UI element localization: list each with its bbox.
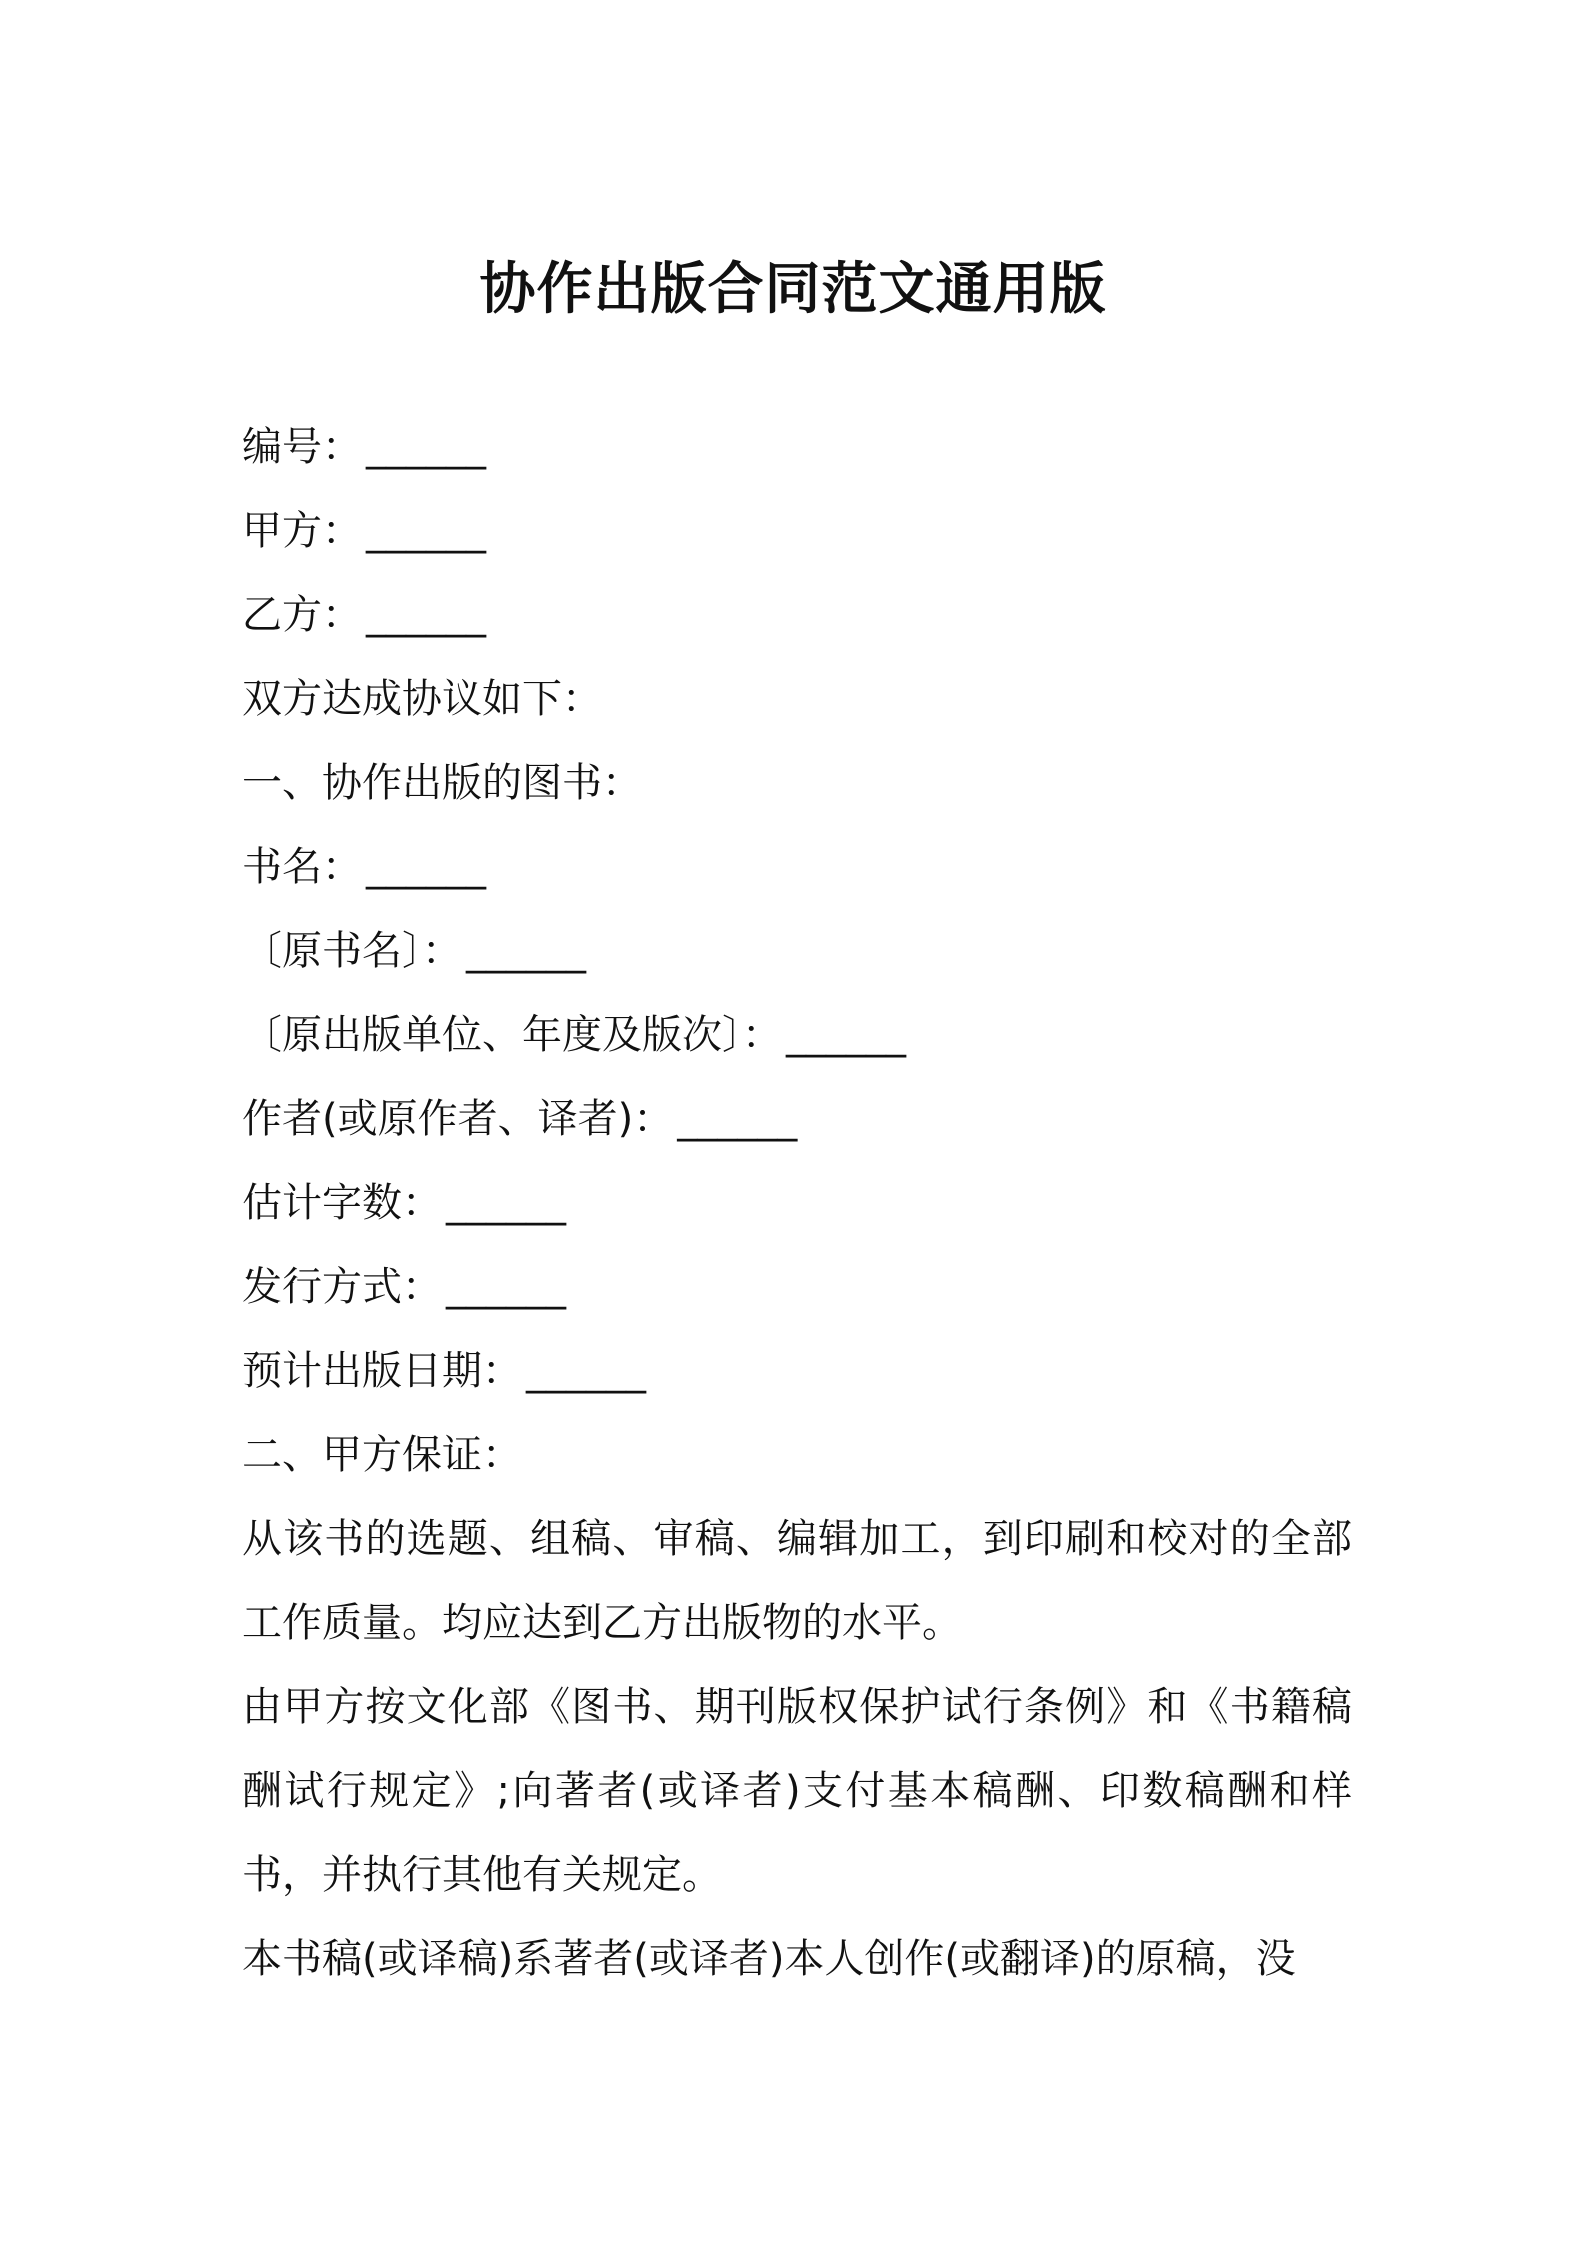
- field-label: 估计字数：: [242, 1180, 442, 1226]
- field-number: [242, 405, 1352, 489]
- field-blank: ______: [366, 424, 486, 470]
- field-blank: ______: [466, 928, 586, 974]
- document-title: 协作出版合同范文通用版: [479, 257, 1107, 322]
- field-blank: ______: [786, 1012, 906, 1058]
- field-blank: ______: [446, 1264, 566, 1310]
- document-body: [242, 405, 1352, 2001]
- field-blank: ______: [526, 1348, 646, 1394]
- field-label: 书名：: [242, 844, 362, 890]
- section2-heading: 二、甲方保证：: [242, 1432, 522, 1478]
- field-blank: ______: [366, 844, 486, 890]
- field-label: 预计出版日期：: [242, 1348, 522, 1394]
- section2-paragraph-1: 从该书的选题、组稿、审稿、编辑加工，到印刷和校对的全部工作质量。均应达到乙方出版物的水平。: [242, 1516, 1352, 1646]
- field-label: 作者(或原作者、译者)：: [242, 1096, 674, 1142]
- field-party-a: [242, 489, 1352, 573]
- field-original-title: [242, 909, 1352, 993]
- field-party-b: [242, 573, 1352, 657]
- field-label: 发行方式：: [242, 1264, 442, 1310]
- section1-heading: 一、协作出版的图书：: [242, 760, 642, 806]
- field-label: 编号：: [242, 424, 362, 470]
- section2-paragraph-3: 本书稿(或译稿)系著者(或译者)本人创作(或翻译)的原稿，没: [242, 1936, 1296, 1982]
- field-blank: ______: [366, 508, 486, 554]
- field-book-title: [242, 825, 1352, 909]
- field-blank: ______: [446, 1180, 566, 1226]
- field-distribution: [242, 1245, 1352, 1329]
- field-label: 甲方：: [242, 508, 362, 554]
- field-label: 〔原出版单位、年度及版次〕：: [242, 1012, 782, 1058]
- field-label: 〔原书名〕：: [242, 928, 462, 974]
- field-original-publisher: [242, 993, 1352, 1077]
- field-word-count: [242, 1161, 1352, 1245]
- intro-text: 双方达成协议如下：: [242, 676, 602, 722]
- field-author: [242, 1077, 1352, 1161]
- field-blank: ______: [366, 592, 486, 638]
- field-blank: ______: [677, 1096, 798, 1142]
- field-label: 乙方：: [242, 592, 362, 638]
- field-publish-date: [242, 1329, 1352, 1413]
- section2-paragraph-2: 由甲方按文化部《图书、期刊版权保护试行条例》和《书籍稿酬试行规定》;向著者(或译者)支付基本稿酬、印数稿酬和样书，并执行其他有关规定。: [242, 1684, 1352, 1898]
